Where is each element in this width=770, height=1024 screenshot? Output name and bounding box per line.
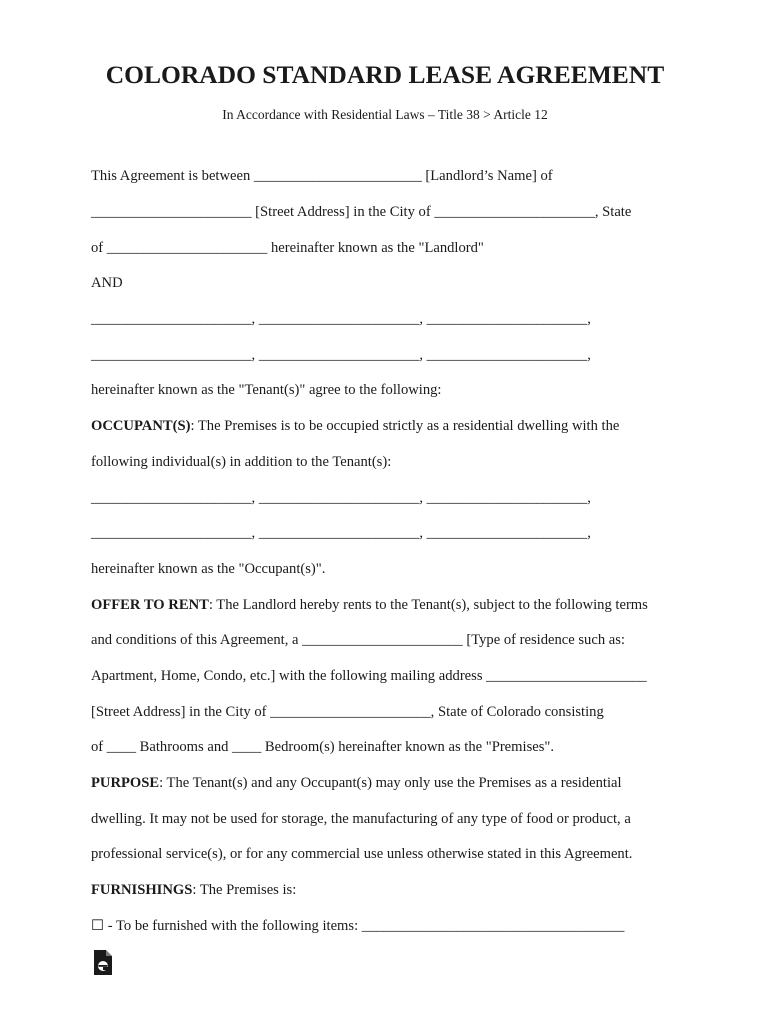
agreement-between-line: This Agreement is between _______________________ [Landlord’s Name] of — [91, 168, 553, 184]
occupants-heading: OCCUPANT(S) — [91, 418, 191, 434]
and-line: AND — [91, 275, 123, 291]
purpose-text: : The Tenant(s) and any Occupant(s) may only use the Premises as a residential — [159, 775, 622, 791]
landlord-state-line: of ______________________ hereinafter known as the "Landlord" — [91, 240, 484, 256]
purpose-line-2: dwelling. It may not be used for storage, the manufacturing of any type of food or product, a — [91, 811, 631, 827]
document-subtitle: In Accordance with Residential Laws – Title 38 > Article 12 — [222, 107, 548, 122]
occupant-known-as-line: hereinafter known as the "Occupant(s)". — [91, 561, 326, 577]
furnishings-heading: FURNISHINGS — [91, 882, 193, 898]
occupant-blanks-line-1: ______________________, ______________________, ______________________, — [91, 490, 591, 506]
landlord-address-line: ______________________ [Street Address] in the City of ______________________, State — [91, 204, 632, 220]
offer-line-2: and conditions of this Agreement, a ______________________ [Type of residence such as: — [91, 632, 625, 648]
purpose-line-3: professional service(s), or for any commercial use unless otherwise stated in this Agreement. — [91, 846, 633, 862]
offer-line-5: of ____ Bathrooms and ____ Bedroom(s) hereinafter known as the "Premises". — [91, 739, 555, 755]
offer-line-3: Apartment, Home, Condo, etc.] with the following mailing address ______________________ — [91, 668, 647, 684]
tenant-blanks-line-2: ______________________, ______________________, ______________________, — [91, 347, 591, 363]
tenant-blanks-line-1: ______________________, ______________________, ______________________, — [91, 311, 591, 327]
furnishings-text: : The Premises is: — [192, 882, 297, 898]
offer-to-rent-heading: OFFER TO RENT — [91, 597, 209, 613]
occupants-text: : The Premises is to be occupied strictly as a residential dwelling with the — [190, 418, 620, 434]
offer-line-4: [Street Address] in the City of ______________________, State of Colorado consisting — [91, 704, 604, 720]
furnishings-paragraph — [91, 881, 296, 899]
eforms-logo-icon — [93, 950, 113, 976]
occupants-paragraph — [91, 417, 619, 435]
offer-to-rent-paragraph — [91, 596, 648, 614]
document-title: COLORADO STANDARD LEASE AGREEMENT — [105, 60, 665, 89]
occupants-line-2: following individual(s) in addition to the Tenant(s): — [91, 454, 392, 470]
offer-to-rent-text: : The Landlord hereby rents to the Tenant(s), subject to the following terms — [208, 597, 648, 613]
tenant-known-as-line: hereinafter known as the "Tenant(s)" agree to the following: — [91, 382, 442, 398]
purpose-paragraph — [91, 774, 622, 792]
occupant-blanks-line-2: ______________________, ______________________, ______________________, — [91, 525, 591, 541]
furnished-option-line[interactable]: ☐ - To be furnished with the following items: ____________________________________ — [91, 918, 625, 934]
purpose-heading: PURPOSE — [91, 775, 160, 791]
